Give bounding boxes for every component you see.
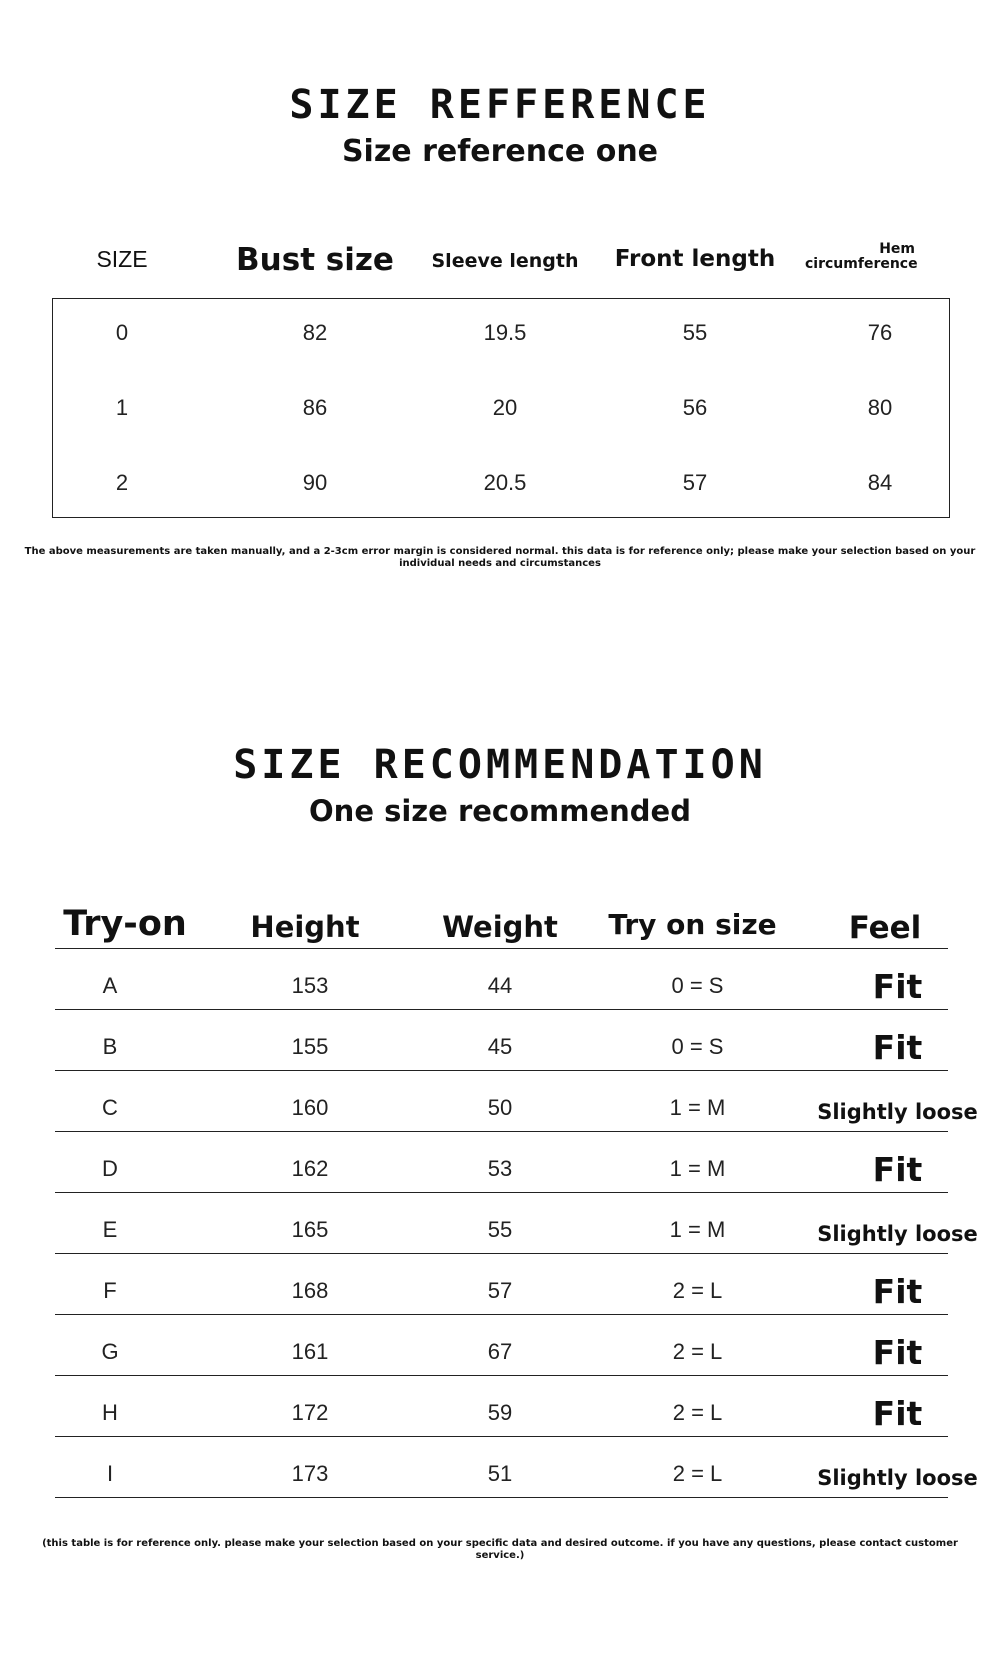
recommendation-cell-size: 2 = L — [672, 1461, 723, 1486]
recommendation-cell-size: 0 = S — [671, 1034, 724, 1059]
recommendation-cell-feel: Fit — [872, 1272, 923, 1311]
reference-title: SIZE REFFERENCE — [289, 82, 711, 128]
recommendation-cell-weight: 59 — [487, 1400, 513, 1425]
row-divider — [55, 1192, 948, 1193]
reference-cell-sleeve: 19.5 — [483, 320, 527, 345]
recommendation-cell-weight: 44 — [487, 973, 513, 998]
header-feel: Feel — [848, 910, 922, 946]
recommendation-cell-tryon: I — [106, 1461, 114, 1486]
recommendation-cell-weight: 57 — [487, 1278, 513, 1303]
reference-cell-hem: 80 — [867, 395, 893, 420]
recommendation-cell-tryon: H — [102, 1400, 118, 1425]
recommendation-cell-feel: Slightly loose — [817, 1222, 978, 1246]
recommendation-cell-tryon: E — [102, 1217, 118, 1242]
row-divider — [55, 1131, 948, 1132]
recommendation-cell-size: 0 = S — [671, 973, 724, 998]
recommendation-cell-size: 1 = M — [669, 1217, 726, 1242]
header-sleeve-length: Sleeve length — [431, 250, 579, 272]
recommendation-cell-feel: Fit — [872, 1150, 923, 1189]
recommendation-note: (this table is for reference only. please make your selection based on your specific data and desired outcome. if you have any questions, please contact customer service.) — [42, 1538, 958, 1561]
recommendation-cell-weight: 51 — [487, 1461, 513, 1486]
recommendation-cell-feel: Fit — [872, 1028, 923, 1067]
recommendation-cell-height: 165 — [291, 1217, 329, 1242]
recommendation-cell-size: 1 = M — [669, 1156, 726, 1181]
recommendation-cell-size: 2 = L — [672, 1400, 723, 1425]
row-divider — [55, 1009, 948, 1010]
row-divider — [55, 1314, 948, 1315]
recommendation-cell-weight: 53 — [487, 1156, 513, 1181]
recommendation-cell-height: 161 — [291, 1339, 329, 1364]
header-try-on: Try-on — [63, 904, 187, 944]
recommendation-cell-weight: 55 — [487, 1217, 513, 1242]
recommendation-subtitle: One size recommended — [309, 794, 691, 828]
recommendation-cell-tryon: C — [102, 1095, 118, 1120]
header-try-on-size: Try on size — [608, 908, 777, 941]
reference-cell-hem: 84 — [867, 470, 893, 495]
recommendation-cell-height: 162 — [291, 1156, 329, 1181]
reference-cell-size: 2 — [115, 470, 129, 495]
reference-cell-sleeve: 20 — [492, 395, 518, 420]
reference-cell-size: 1 — [115, 395, 129, 420]
recommendation-cell-feel: Fit — [872, 1333, 923, 1372]
reference-cell-bust: 90 — [302, 470, 328, 495]
recommendation-cell-tryon: D — [102, 1156, 118, 1181]
recommendation-cell-height: 153 — [291, 973, 329, 998]
recommendation-cell-height: 155 — [291, 1034, 329, 1059]
recommendation-cell-height: 160 — [291, 1095, 329, 1120]
recommendation-cell-size: 2 = L — [672, 1278, 723, 1303]
reference-cell-hem: 76 — [867, 320, 893, 345]
recommendation-cell-height: 172 — [291, 1400, 329, 1425]
row-divider — [55, 1253, 948, 1254]
recommendation-cell-size: 1 = M — [669, 1095, 726, 1120]
recommendation-cell-weight: 67 — [487, 1339, 513, 1364]
recommendation-cell-tryon: F — [103, 1278, 117, 1303]
header-size: SIZE — [96, 246, 148, 272]
recommendation-cell-weight: 50 — [487, 1095, 513, 1120]
header-bust-size: Bust size — [236, 242, 394, 278]
reference-cell-size: 0 — [115, 320, 129, 345]
recommendation-cell-tryon: A — [102, 973, 118, 998]
row-divider — [55, 1497, 948, 1498]
header-hem-circumference: Hem circumference — [805, 241, 918, 272]
row-divider — [55, 1375, 948, 1376]
recommendation-cell-feel: Fit — [872, 967, 923, 1006]
row-divider — [55, 1436, 948, 1437]
recommendation-cell-height: 168 — [291, 1278, 329, 1303]
reference-cell-sleeve: 20.5 — [483, 470, 527, 495]
reference-subtitle: Size reference one — [341, 134, 659, 169]
recommendation-cell-height: 173 — [291, 1461, 329, 1486]
header-height: Height — [250, 910, 360, 944]
recommendation-cell-weight: 45 — [487, 1034, 513, 1059]
row-divider — [55, 948, 948, 949]
recommendation-cell-feel: Slightly loose — [817, 1100, 978, 1124]
reference-cell-front: 56 — [682, 395, 708, 420]
recommendation-cell-feel: Slightly loose — [817, 1466, 978, 1490]
recommendation-cell-feel: Fit — [872, 1394, 923, 1433]
reference-cell-bust: 86 — [302, 395, 328, 420]
reference-note: The above measurements are taken manually, and a 2-3cm error margin is considered normal. this data is for reference only; please make your selection based on your individual needs and circumstances — [24, 546, 976, 569]
header-weight: Weight — [442, 910, 558, 944]
reference-cell-bust: 82 — [302, 320, 328, 345]
recommendation-cell-tryon: B — [102, 1034, 118, 1059]
row-divider — [55, 1070, 948, 1071]
reference-cell-front: 57 — [682, 470, 708, 495]
recommendation-cell-size: 2 = L — [672, 1339, 723, 1364]
recommendation-cell-tryon: G — [101, 1339, 119, 1364]
recommendation-title: SIZE RECOMMENDATION — [233, 742, 767, 788]
header-front-length: Front length — [614, 246, 776, 272]
reference-cell-front: 55 — [682, 320, 708, 345]
